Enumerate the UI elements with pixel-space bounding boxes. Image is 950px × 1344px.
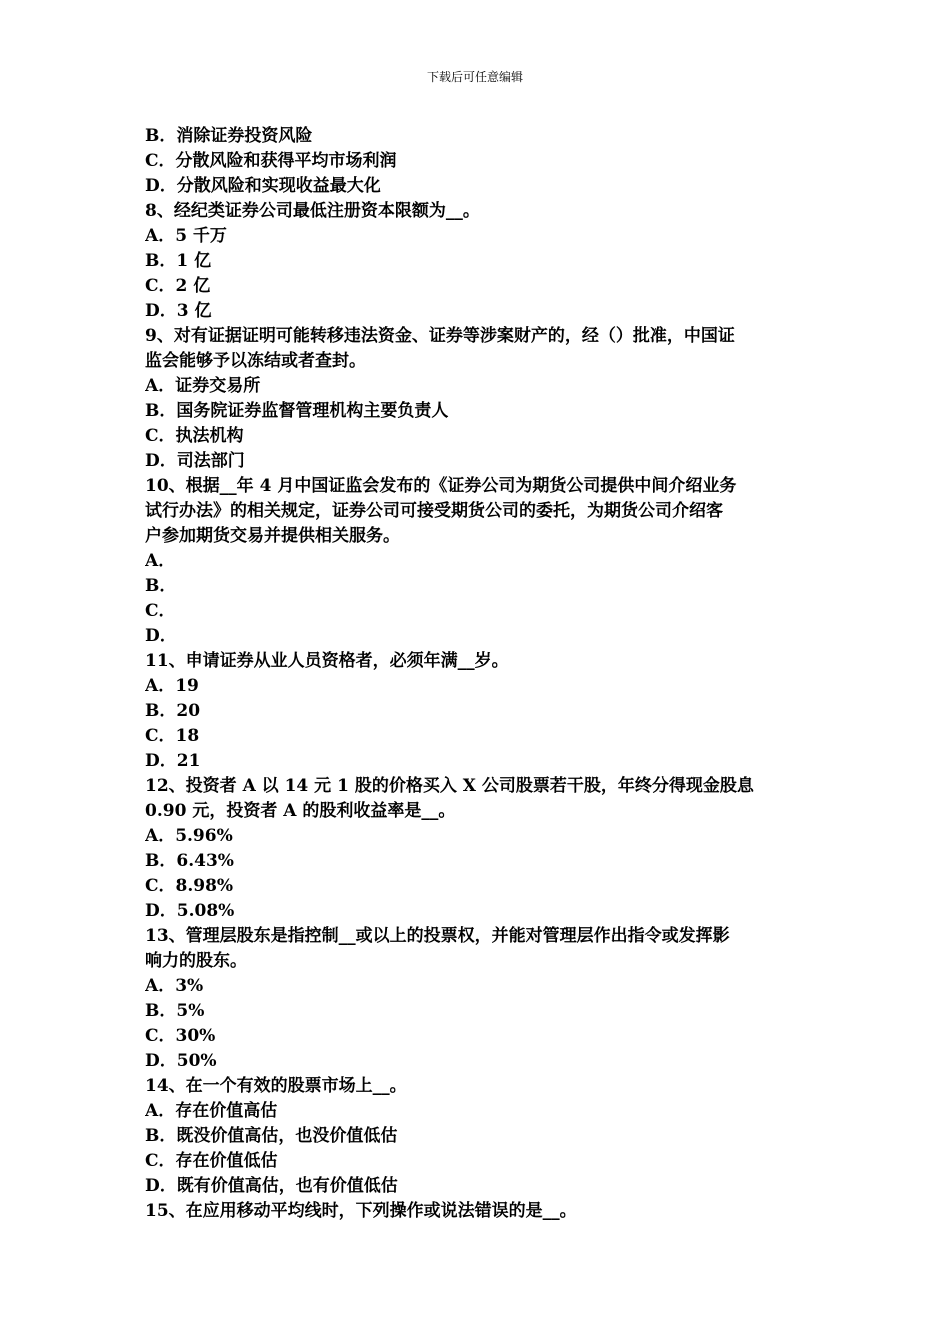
text-line: C．30%	[145, 1026, 216, 1046]
page-header: 下载后可任意编辑	[426, 70, 523, 84]
text-line: B．20	[145, 701, 201, 721]
text-line: 户参加期货交易并提供相关服务。	[145, 526, 400, 546]
text-line: D．50%	[145, 1051, 217, 1071]
text-line: 10、根据__年 4 月中国证监会发布的《证券公司为期货公司提供中间介绍业务	[145, 476, 737, 496]
text-line: D．既有价值高估，也有价值低估	[145, 1176, 398, 1196]
text-line: B．1 亿	[145, 251, 212, 271]
text-line: 11、申请证券从业人员资格者，必须年满__岁。	[145, 651, 509, 671]
text-line: 监会能够予以冻结或者查封。	[145, 351, 366, 371]
text-line: B．6.43%	[145, 851, 234, 871]
text-line: B．消除证券投资风险	[145, 126, 313, 146]
text-line: C．	[145, 601, 176, 621]
text-line: A．存在价值高估	[145, 1101, 278, 1121]
text-line: B．既没价值高估，也没价值低估	[145, 1126, 398, 1146]
text-line: C．分散风险和获得平均市场利润	[145, 151, 397, 171]
text-line: B．	[145, 576, 177, 596]
text-line: 0.90 元，投资者 A 的股利收益率是__。	[145, 801, 456, 821]
text-line: B．5%	[145, 1001, 205, 1021]
text-line: C．18	[145, 726, 200, 746]
text-line: 响力的股东。	[145, 951, 247, 971]
text-line: 15、在应用移动平均线时，下列操作或说法错误的是__。	[145, 1201, 577, 1221]
text-line: 9、对有证据证明可能转移违法资金、证券等涉案财产的，经（）批准，中国证	[145, 326, 735, 346]
text-line: A．	[145, 551, 176, 571]
text-line: 试行办法》的相关规定，证券公司可接受期货公司的委托，为期货公司介绍客	[145, 501, 723, 521]
text-line: C．存在价值低估	[145, 1151, 278, 1171]
text-line: A．19	[145, 676, 199, 696]
text-line: A．5 千万	[145, 226, 227, 246]
text-line: A．证券交易所	[145, 376, 261, 396]
text-line: 12、投资者 A 以 14 元 1 股的价格买入 X 公司股票若干股，年终分得现金股息	[145, 776, 754, 796]
text-line: 14、在一个有效的股票市场上__。	[145, 1076, 407, 1096]
text-line: A．3%	[145, 976, 204, 996]
text-line: 13、管理层股东是指控制__或以上的投票权，并能对管理层作出指令或发挥影	[145, 926, 730, 946]
text-line: D．5.08%	[145, 901, 235, 921]
text-line: A．5.96%	[145, 826, 233, 846]
text-line: D．司法部门	[145, 451, 245, 471]
text-line: D．	[145, 626, 177, 646]
document-body	[145, 124, 810, 1224]
text-line: B．国务院证券监督管理机构主要负责人	[145, 401, 449, 421]
text-line: D．3 亿	[145, 301, 212, 321]
text-line: D．分散风险和实现收益最大化	[145, 176, 381, 196]
text-line: 8、经纪类证券公司最低注册资本限额为__。	[145, 201, 480, 221]
text-line: C．8.98%	[145, 876, 234, 896]
text-line: C．2 亿	[145, 276, 211, 296]
text-line: D．21	[145, 751, 201, 771]
text-line: C．执法机构	[145, 426, 244, 446]
